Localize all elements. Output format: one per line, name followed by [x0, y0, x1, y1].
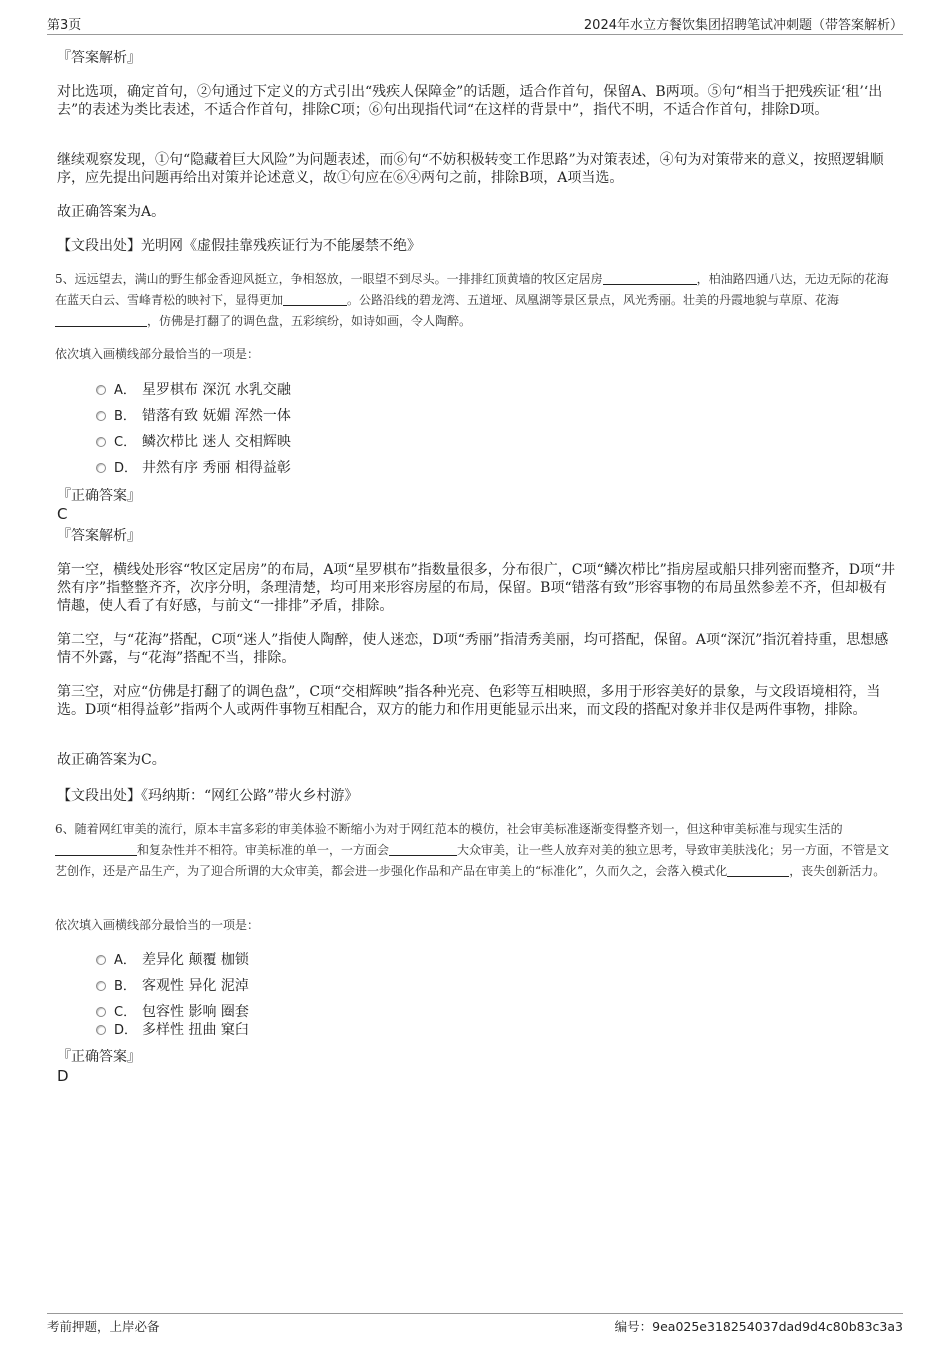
radio-icon[interactable]: [96, 385, 106, 395]
q6-blank-2: [389, 842, 457, 856]
q5-source: 【文段出处】《玛纳斯：“网红公路”带火乡村游》: [57, 788, 359, 804]
q5-analysis-paragraph-1: 第一空，横线处形容“牧区定居房”的布局，A项“星罗棋布”指数量很多，分布很广，C项“鳞次栉比”指房屋或船只排列密而整齐，D项“井然有序”指整整齐齐，次序分明，条理清楚，均可用来形容房屋的布局，保留。B项“错落有致”形容事物的布局虽然参差不齐，但却极有情趣，使人看了有好感，与前文“一排排”矛盾，排除。: [57, 562, 896, 614]
q6-stem: 6、随着网红审美的流行，原本丰富多彩的审美体验不断缩小为对于网红范本的模仿，社会审美标准逐渐变得整齐划一，但这种审美标准与现实生活的和复杂性并不相符。审美标准的单一，一方面会 大众审美，让一些人放弃对美的独立思考，导致审美肤浅化；另一方面，不管是文艺创作，还是产品生产，为了迎合所谓的大众审美，都会进一步强化作品和产品在审美上的“标准化”，久而久之，会落入模式化 ，丧失创新活力。: [55, 822, 890, 878]
q5-stem: 5、远远望去，满山的野生郁金香迎风挺立，争相怒放，一眼望不到尽头。一排排红顶黄墙的牧区定居房 ，柏油路四通八达，无边无际的花海在蓝天白云、雪峰青松的映衬下，显得更加 。公路沿线的碧龙湾、五道垭、凤凰湖等景区景点，风光秀丽。壮美的丹霞地貌与草原、花海，仿佛是打翻了的调色盘，五彩缤纷，如诗如画，令人陶醉。: [55, 272, 889, 328]
q6-blank-3: [727, 863, 789, 877]
footer-slogan: 考前押题，上岸必备: [47, 1319, 160, 1334]
q5-answer-label: 『正确答案』: [57, 488, 141, 504]
document-title: 2024年水立方餐饮集团招聘笔试冲刺题（带答案解析）: [583, 18, 903, 33]
q6-option-b[interactable]: B． 客观性 异化 泥淖: [96, 977, 249, 996]
q5-blank-3: [55, 313, 147, 327]
q6-option-d[interactable]: D． 多样性 扭曲 窠臼: [96, 1021, 249, 1040]
q5-analysis-paragraph-2: 第二空，与“花海”搭配，C项“迷人”指使人陶醉，使人迷恋，D项“秀丽”指清秀美丽，均可搭配，保留。A项“深沉”指沉着持重，思想感情不外露，与“花海”搭配不当，排除。: [57, 632, 889, 666]
q6-answer: D: [57, 1067, 69, 1085]
q5-option-c[interactable]: C． 鳞次栉比 迷人 交相辉映: [96, 433, 291, 452]
q5-analysis-paragraph-3: 第三空，对应“仿佛是打翻了的调色盘”，C项“交相辉映”指各种光亮、色彩等互相映照，多用于形容美好的景象，与文段语境相符，当选。D项“相得益彰”指两个人或两件事物互相配合，双方的能力和作用更能显示出来，而文段的搭配对象并非仅是两件事物，排除。: [57, 684, 881, 718]
q5-prompt: 依次填入画横线部分最恰当的一项是：: [55, 347, 260, 361]
radio-icon[interactable]: [96, 955, 106, 965]
radio-icon[interactable]: [96, 1007, 106, 1017]
q5-answer: C: [57, 505, 68, 523]
q6-blank-1: [55, 842, 137, 856]
radio-icon[interactable]: [96, 411, 106, 421]
radio-icon[interactable]: [96, 463, 106, 473]
radio-icon[interactable]: [96, 981, 106, 991]
q4-analysis-paragraph-1: 对比选项，确定首句，②句通过下定义的方式引出“残疾人保障金”的话题，适合作首句，保留A、B两项。⑤句“相当于把残疾证‘租’‘出去”的表述为类比表述，不适合作首句，排除C项；⑥句出现指代词“在这样的背景中”，指代不明，不适合作首句，排除D项。: [57, 84, 883, 118]
q6-option-c[interactable]: C． 包容性 影响 圈套: [96, 1003, 249, 1022]
q6-prompt: 依次填入画横线部分最恰当的一项是：: [55, 918, 260, 932]
q5-analysis-label: 『答案解析』: [57, 528, 141, 544]
q5-analysis-conclusion: 故正确答案为C。: [57, 752, 166, 768]
q5-blank-1: [603, 271, 697, 285]
q4-analysis-paragraph-2: 继续观察发现，①句“隐藏着巨大风险”为问题表述，而⑥句“不妨积极转变工作思路”为对策表述，④句为对策带来的意义，按照逻辑顺序，应先提出问题再给出对策并论述意义，故①句应在⑥④两句之前，排除B项，A项当选。: [57, 152, 884, 186]
footer-id: [615, 1317, 903, 1335]
q4-analysis-label: 『答案解析』: [57, 50, 141, 66]
q5-blank-2: [283, 292, 347, 306]
radio-icon[interactable]: [96, 1025, 106, 1035]
page-footer: [47, 1313, 903, 1336]
q4-analysis-conclusion: 故正确答案为A。: [57, 204, 166, 220]
page-header: [47, 14, 903, 35]
q5-option-b[interactable]: B． 错落有致 妩媚 浑然一体: [96, 407, 291, 426]
q5-option-d[interactable]: D． 井然有序 秀丽 相得益彰: [96, 459, 291, 478]
q6-answer-label: 『正确答案』: [57, 1049, 141, 1065]
radio-icon[interactable]: [96, 437, 106, 447]
footer-id-value: 9ea025e318254037dad9d4c80b83c3a3: [652, 1319, 903, 1334]
q6-option-a[interactable]: A． 差异化 颠覆 枷锁: [96, 951, 249, 970]
q5-option-a[interactable]: A． 星罗棋布 深沉 水乳交融: [96, 381, 291, 400]
page-number: 第3页: [47, 18, 82, 33]
footer-id-label: 编号：: [614, 1319, 653, 1334]
q4-source: 【文段出处】光明网《虚假挂靠残疾证行为不能屡禁不绝》: [57, 238, 421, 254]
